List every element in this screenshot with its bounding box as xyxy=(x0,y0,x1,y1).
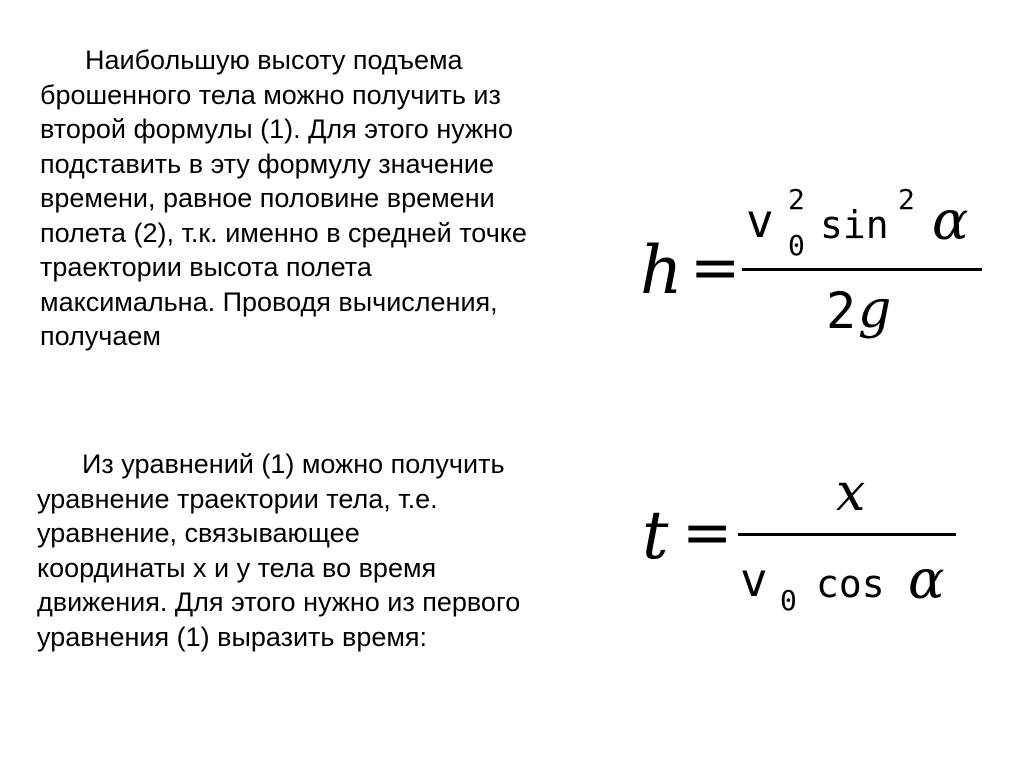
paragraph-trajectory xyxy=(37,447,520,654)
text-line: уравнение траектории тела, т.е. xyxy=(37,483,438,514)
denominator-cos: cos xyxy=(816,562,885,606)
paragraph-max-height xyxy=(40,43,527,354)
text-line: полета (2), т.к. именно в средней точке xyxy=(40,217,527,248)
text-line: второй формулы (1). Для этого нужно xyxy=(40,114,514,144)
numerator-alpha: α xyxy=(932,189,969,252)
text-line: подставить в эту формулу значение xyxy=(40,148,495,179)
formula-lhs-t: t xyxy=(642,497,669,574)
fraction-bar xyxy=(742,268,982,271)
text-line: уравнения (1) выразить время: xyxy=(37,621,428,652)
formula-equals-sign: = xyxy=(690,233,741,303)
text-line: движения. Для этого нужно из первого xyxy=(37,587,521,617)
formula-equals-sign: = xyxy=(682,498,733,568)
numerator-x: x xyxy=(836,463,866,523)
denominator-2: 2 xyxy=(826,282,857,340)
text-line: Из уравнений (1) можно получить xyxy=(82,449,505,479)
fraction-bar xyxy=(738,533,956,536)
numerator-sin-exponent: 2 xyxy=(898,183,915,216)
numerator-v-exponent: 2 xyxy=(788,183,805,216)
text-line: координаты х и у тела во время xyxy=(37,552,437,583)
numerator-sin: sin xyxy=(820,203,889,247)
text-line: максимальна. Проводя вычисления, xyxy=(40,286,498,317)
denominator-v-subscript: 0 xyxy=(780,584,797,617)
numerator-v-subscript: 0 xyxy=(788,229,805,262)
denominator-g: g xyxy=(858,280,892,340)
text-line: времени, равное половине времени xyxy=(40,183,495,213)
denominator-alpha: α xyxy=(908,548,945,611)
formula-max-height xyxy=(640,180,990,360)
text-line: траектории высота полета xyxy=(40,252,372,282)
text-line: получаем xyxy=(40,321,161,351)
formula-lhs-h: h xyxy=(640,232,683,309)
text-line: Наибольшую высоту подъема xyxy=(85,45,463,75)
text-line: брошенного тела можно получить из xyxy=(40,79,501,110)
formula-time xyxy=(640,465,970,625)
denominator-v: v xyxy=(740,553,768,607)
numerator-v: v xyxy=(746,194,774,248)
text-line: уравнение, связывающее xyxy=(37,518,360,548)
